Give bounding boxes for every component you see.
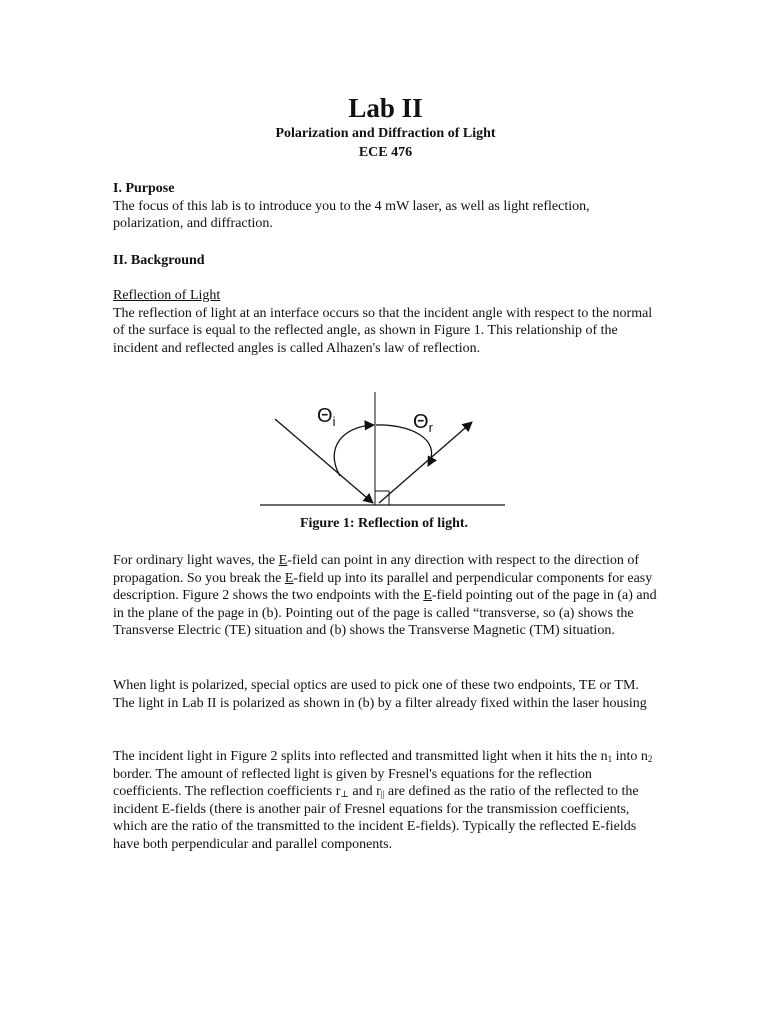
reflection-section: [113, 287, 658, 357]
reflected-ray: [379, 422, 472, 503]
reflection-text: The reflection of light at an interface occurs so that the incident angle with respect to the normal of the surface is equal to the reflected angle, as shown in Figure 1. This relationship of the incident and reflected angles is called Alhazen's law of reflection.: [113, 305, 653, 356]
course-code: ECE 476: [358, 145, 413, 160]
background-heading-text: II. Background: [113, 253, 205, 268]
background-heading: [113, 252, 658, 270]
incident-angle-subscript: i: [332, 414, 336, 429]
paragraph-fresnel: [113, 748, 658, 854]
page-subtitle: Polarization and Diffraction of Light: [275, 126, 496, 141]
right-angle-marker: [375, 491, 389, 505]
purpose-section: [113, 180, 658, 233]
p1-efield-2: E: [284, 570, 294, 586]
p2-text: When light is polarized, special optics are used to pick one of these two endpoints, TE or TM. The light in Lab II is polarized as shown in (b) by a filter already fixed within the laser housing: [113, 678, 647, 711]
p3-sub-1: 1: [607, 754, 613, 764]
p3-sub-2: 2: [647, 754, 653, 764]
p1-efield-1: E: [278, 553, 288, 568]
reflection-diagram: [258, 388, 508, 510]
p1-text-b: -field can point in any direction with respect to the direction of propagation. So you break the: [113, 553, 640, 586]
p1-text-c: -field up into its parallel and perpendicular components for easy description. Figure 2 shows the two endpoints with the: [113, 570, 653, 604]
p1-text-d: -field pointing out of the page in (a) and in the plane of the page in (b). Pointing out of the page is called “transverse, so (a) shows the Transverse Electric (TE) situation and (b) shows the Transverse Magnetic (TM) situation.: [113, 588, 657, 639]
p3-text-b: into n: [612, 749, 648, 764]
p3-text-a: The incident light in Figure 2 splits into reflected and transmitted light when it hits the n: [113, 749, 608, 764]
p3-sub-4: ||: [380, 789, 385, 800]
incident-angle-label: $\Theta_i$: [317, 405, 336, 429]
p3-text-e: are defined as the ratio of the reflected to the incident E-fields (there is another pair of Fresnel equations for the transmission coefficients, which are the ratio of the transmitted to the incident E-fields). Typically the reflected E-fields have both perpendicular and parallel components.: [113, 784, 639, 852]
reflected-angle-subscript: r: [428, 420, 433, 435]
paragraph-polarized: [113, 677, 658, 712]
p3-text-c: border. The amount of reflected light is given by Fresnel's equations for the reflection coefficients. The reflection coefficients r: [113, 766, 592, 800]
incident-angle-arc: [334, 425, 374, 476]
p1-text-a: For ordinary light waves, the: [113, 553, 279, 568]
reflected-angle-label: $\Theta_r$: [413, 411, 433, 435]
incident-ray: [275, 419, 373, 503]
purpose-text: The focus of this lab is to introduce you to the 4 mW laser, as well as light reflection, polarization, and diffraction.: [113, 198, 590, 232]
p1-efield-3: E: [423, 588, 432, 604]
page-title: Lab II: [348, 93, 423, 123]
p3-text-d: and r: [348, 784, 381, 800]
p3-sub-3: ⊥: [340, 789, 349, 800]
reflection-heading: Reflection of Light: [113, 288, 221, 303]
figure-caption: Figure 1: Reflection of light.: [299, 516, 469, 531]
paragraph-efield: [113, 552, 658, 640]
purpose-heading: I. Purpose: [113, 181, 175, 196]
